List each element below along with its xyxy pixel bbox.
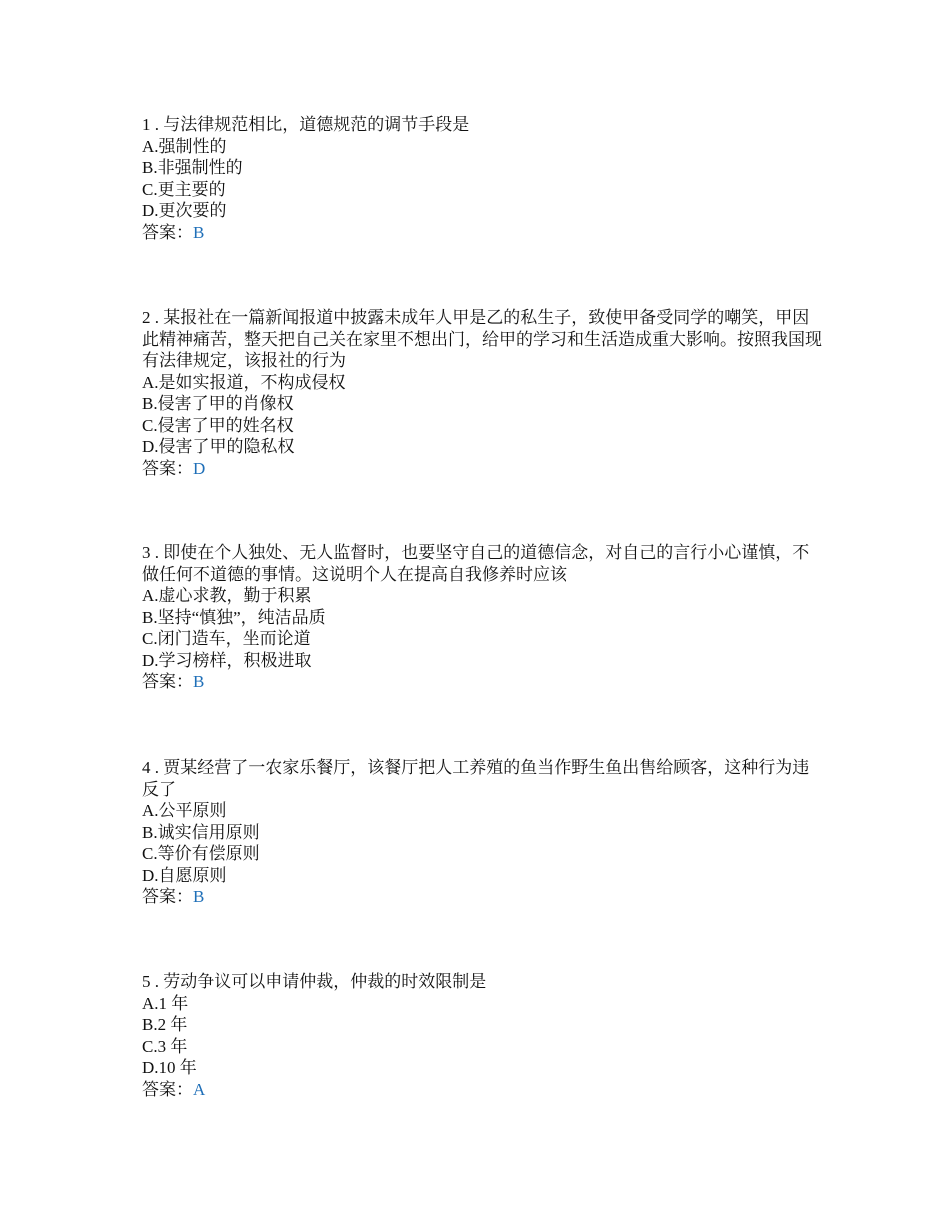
option-a: A.是如实报道，不构成侵权 <box>142 372 346 392</box>
answer-label: 答案： <box>142 222 193 242</box>
question-1 <box>142 114 822 243</box>
question-stem: 5 . 劳动争议可以申请仲裁，仲裁的时效限制是 <box>142 972 487 991</box>
option-d: D.学习榜样，积极进取 <box>142 650 312 670</box>
question-4 <box>142 757 822 908</box>
question-2 <box>142 307 822 479</box>
answer-value: B <box>193 222 205 242</box>
option-b: B.坚持“慎独”，纯洁品质 <box>142 607 326 627</box>
answer-label: 答案： <box>142 672 193 691</box>
option-b: B.非强制性的 <box>142 158 243 177</box>
answer-line <box>142 222 822 244</box>
answer-value: B <box>193 672 205 691</box>
answer-line <box>142 671 822 693</box>
answer-value: D <box>193 458 206 478</box>
answer-label: 答案： <box>142 1079 193 1099</box>
question-3 <box>142 542 822 693</box>
answer-line <box>142 458 822 480</box>
option-b: B.2 年 <box>142 1015 188 1034</box>
option-d: D.更次要的 <box>142 201 227 220</box>
option-b: B.诚实信用原则 <box>142 822 260 842</box>
answer-label: 答案： <box>142 887 193 906</box>
option-d: D.侵害了甲的隐私权 <box>142 437 295 456</box>
option-a: A.虚心求教，勤于积累 <box>142 586 312 605</box>
option-c: C.侵害了甲的姓名权 <box>142 415 294 435</box>
question-5 <box>142 971 822 1100</box>
option-d: D.10 年 <box>142 1058 197 1077</box>
option-d: D.自愿原则 <box>142 865 227 885</box>
option-c: C.闭门造车，坐而论道 <box>142 629 311 648</box>
option-c: C.等价有偿原则 <box>142 844 260 863</box>
question-stem: 2 . 某报社在一篇新闻报道中披露未成年人甲是乙的私生子，致使甲备受同学的嘲笑，甲因此精神痛苦，整天把自己关在家里不想出门，给甲的学习和生活造成重大影响。按照我国现有法律规定，该报社的行为 <box>142 308 822 370</box>
option-b: B.侵害了甲的肖像权 <box>142 394 294 413</box>
question-stem: 1 . 与法律规范相比，道德规范的调节手段是 <box>142 115 470 134</box>
answer-line <box>142 886 822 908</box>
answer-value: A <box>193 1079 206 1099</box>
answer-line <box>142 1079 822 1101</box>
answer-value: B <box>193 887 205 906</box>
question-stem: 3 . 即使在个人独处、无人监督时，也要坚守自己的道德信念，对自己的言行小心谨慎，不做任何不道德的事情。这说明个人在提高自我修养时应该 <box>142 543 810 584</box>
option-a: A.1 年 <box>142 993 189 1013</box>
option-a: A.强制性的 <box>142 136 227 156</box>
option-c: C.更主要的 <box>142 179 226 199</box>
option-c: C.3 年 <box>142 1036 188 1056</box>
question-stem: 4 . 贾某经营了一农家乐餐厅，该餐厅把人工养殖的鱼当作野生鱼出售给顾客，这种行为违反了 <box>142 758 810 799</box>
option-a: A.公平原则 <box>142 801 227 820</box>
answer-label: 答案： <box>142 458 193 478</box>
